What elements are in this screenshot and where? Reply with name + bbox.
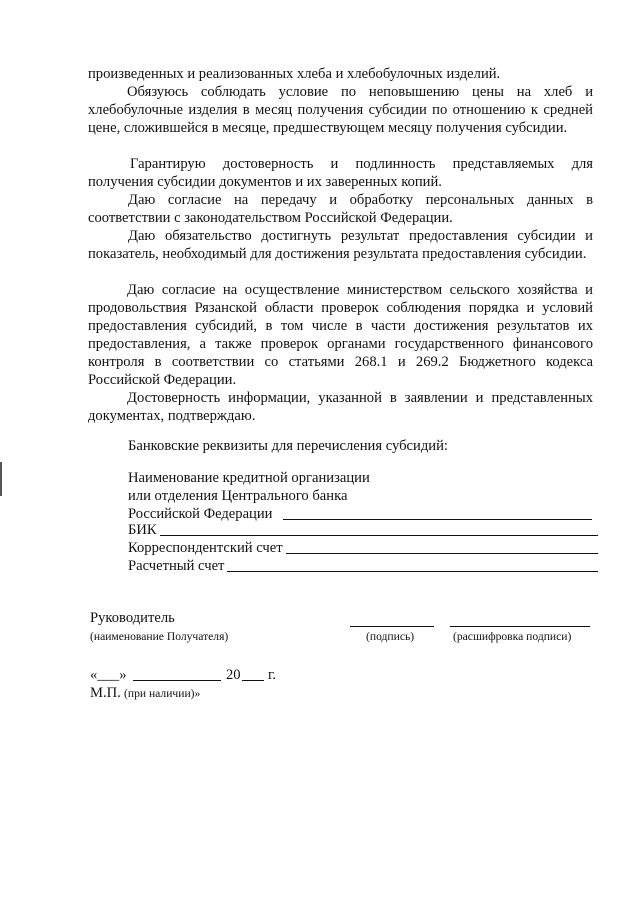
corr-account-label: Корреспондентский счет xyxy=(128,540,283,556)
paragraph-result-obligation: Даю обязательство достигнуть результат предоставления субсидии и показатель, необходимый для достижения результата предоставления субсидии. xyxy=(88,228,593,262)
paragraph-products: произведенных и реализованных хлеба и хлебобулочных изделий. xyxy=(88,66,501,82)
bik-field xyxy=(128,521,598,539)
signature-caption: (подпись) xyxy=(366,630,415,643)
bank-details-heading: Банковские реквизиты для перечисления субсидий: xyxy=(128,438,448,454)
date-year-line xyxy=(242,680,264,681)
settlement-account-label: Расчетный счет xyxy=(128,558,225,574)
date-year-prefix: 20 xyxy=(226,667,241,683)
stamp-note: (при наличии)» xyxy=(124,687,201,700)
date-month-line xyxy=(133,680,221,681)
bank-name-blank xyxy=(283,519,593,520)
date-day: «___» xyxy=(90,667,127,683)
signature-line xyxy=(350,626,434,627)
date-year-suffix: г. xyxy=(268,667,276,683)
paragraph-price-commitment: Обязуюсь соблюдать условие по неповышению цены на хлеб и хлебобулочные изделия в месяц получения субсидии по отношению к средней цене, сложившейся в месяце, предшествующем месяцу получения субсидии. xyxy=(88,84,593,136)
bank-name-line-3: Российской Федерации xyxy=(128,506,273,522)
settlement-account-field xyxy=(128,557,598,575)
paragraph-information-confirmation: Достоверность информации, указанной в заявлении и представленных документах, подтверждаю. xyxy=(88,390,593,424)
bik-label: БИК xyxy=(128,522,157,538)
corr-account-blank xyxy=(286,553,598,554)
bank-name-line-2: или отделения Центрального банка xyxy=(128,488,348,504)
paragraph-inspection-consent: Даю согласие на осуществление министерством сельского хозяйства и продовольствия Рязанской области проверок соблюдения порядка и условий предоставления субсидий, в том числе в части достижения результатов их предоставления, а также проверок органами государственного финансового контроля в соответствии со статьями 268.1 и 269.2 Бюджетного кодекса Российской Федерации. xyxy=(88,282,593,388)
decoding-caption: (расшифровка подписи) xyxy=(453,630,572,643)
corr-account-field xyxy=(128,539,598,557)
head-title: Руководитель xyxy=(90,610,175,626)
paragraph-personal-data-consent: Даю согласие на передачу и обработку персональных данных в соответствии с законодательством Российской Федерации. xyxy=(88,192,593,226)
scan-edge-mark xyxy=(0,462,2,496)
recipient-caption: (наименование Получателя) xyxy=(90,630,229,643)
paragraph-authenticity-guarantee: Гарантирую достоверность и подлинность представляемых для получения субсидии документов и их заверенных копий. xyxy=(88,156,593,190)
settlement-account-blank xyxy=(227,571,598,572)
stamp-label: М.П. xyxy=(90,685,121,701)
decoding-line xyxy=(450,626,590,627)
bank-name-line-1: Наименование кредитной организации xyxy=(128,470,370,486)
bik-blank xyxy=(160,535,598,536)
